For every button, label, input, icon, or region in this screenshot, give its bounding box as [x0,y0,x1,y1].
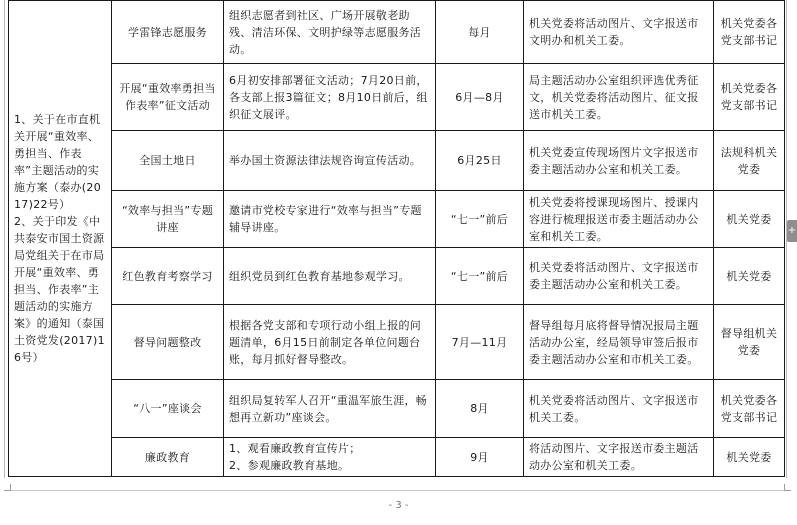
activity-time: “七一”前后 [436,191,524,248]
activity-time: 8月 [436,380,524,438]
activity-owner: 督导组机关党委 [714,305,785,380]
activity-content: 组织党员到红色教育基地参观学习。 [224,248,436,305]
activity-owner: 法规科机关党委 [714,131,785,191]
activity-owner: 机关党委 [714,191,785,248]
margin-corner-mark [4,484,11,491]
activity-name: “效率与担当”专题讲座 [112,191,224,248]
activity-report: 局主题活动办公室组织评选优秀征文，机关党委将活动图片、征文报送市机关工委。 [524,64,714,131]
table-row [9,191,785,248]
activity-name: 学雷锋志愿服务 [112,1,224,64]
activity-time: 7月—11月 [436,305,524,380]
plan-document-ref: 2、关于印发《中共泰安市国土资源局党组关于在市局开展“重效率、勇担当、作表率”主题活动的实施方案》的通知（泰国土资党发(2017)16号） [14,215,105,364]
activity-owner: 机关党委各党支部书记 [714,380,785,438]
page-edge-left [4,0,5,478]
activity-report: 机关党委将活动图片、文字报送市机关工委。 [524,380,714,438]
activity-name: “八一”座谈会 [112,380,224,438]
activity-time: 9月 [436,438,524,477]
table-row [9,438,785,477]
table-row [9,1,785,64]
activity-owner: 机关党委各党支部书记 [714,64,785,131]
activity-report: 机关党委将活动图片、文字报送市委主题活动办公室和机关工委。 [524,248,714,305]
activity-content: 组织局复转军人召开“重温军旅生涯，畅想再立新功”座谈会。 [224,380,436,438]
table-row [9,64,785,131]
footer-divider [8,490,784,491]
activity-report: 将活动图片、文字报送市委主题活动办公室和机关工委。 [524,438,714,477]
activity-time: 每月 [436,1,524,64]
table-row [9,305,785,380]
activity-owner: 机关党委各党支部书记 [714,1,785,64]
activity-schedule-table [8,0,785,477]
activity-report: 督导组每月底将督导情况报局主题活动办公室，经局领导审签后报市委主题活动办公室和市机关工委。 [524,305,714,380]
activity-content: 邀请市党校专家进行“效率与担当”专题辅导讲座。 [224,191,436,248]
activity-name: 督导问题整改 [112,305,224,380]
activity-name: 开展“重效率勇担当作表率”征文活动 [112,64,224,131]
activity-content: 6月初安排部署征文活动；7月20日前，各支部上报3篇征文；8月10日前后，组织征文展评。 [224,64,436,131]
activity-time: “七一”前后 [436,248,524,305]
activity-report: 机关党委将活动图片、文字报送市文明办和机关工委。 [524,1,714,64]
table-row [9,380,785,438]
activity-content: 1、观看廉政教育宣传片； 2、参观廉政教育基地。 [224,438,436,477]
table-row [9,248,785,305]
side-expand-tab[interactable]: + [787,220,797,242]
activity-content: 举办国土资源法律法规咨询宣传活动。 [224,131,436,191]
activity-name: 廉政教育 [112,438,224,477]
page-number: - 3 - [388,500,409,511]
activity-content: 根据各党支部和专项行动小组上报的问题清单，6月15日前制定各单位问题台账，每月抓好督导整改。 [224,305,436,380]
activity-name: 全国土地日 [112,131,224,191]
activity-time: 6月—8月 [436,64,524,131]
margin-corner-mark [784,484,791,491]
activity-name: 红色教育考察学习 [112,248,224,305]
activity-owner: 机关党委 [714,438,785,477]
activity-content: 组织志愿者到社区、广场开展敬老助残、清洁环保、文明护绿等志愿服务活动。 [224,1,436,64]
plan-document-cell [9,1,112,477]
table-row [9,131,785,191]
activity-owner: 机关党委 [714,248,785,305]
activity-report: 机关党委将授课现场图片、授课内容进行梳理报送市委主题活动办公室和机关工委。 [524,191,714,248]
plan-document-ref: 1、关于在市直机关开展“重效率、勇担当、作表率”主题活动的实施方案（泰办(2017)22号） [14,113,101,211]
activity-report: 机关党委宣传现场图片文字报送市委主题活动办公室和机关工委。 [524,131,714,191]
activity-time: 6月25日 [436,131,524,191]
